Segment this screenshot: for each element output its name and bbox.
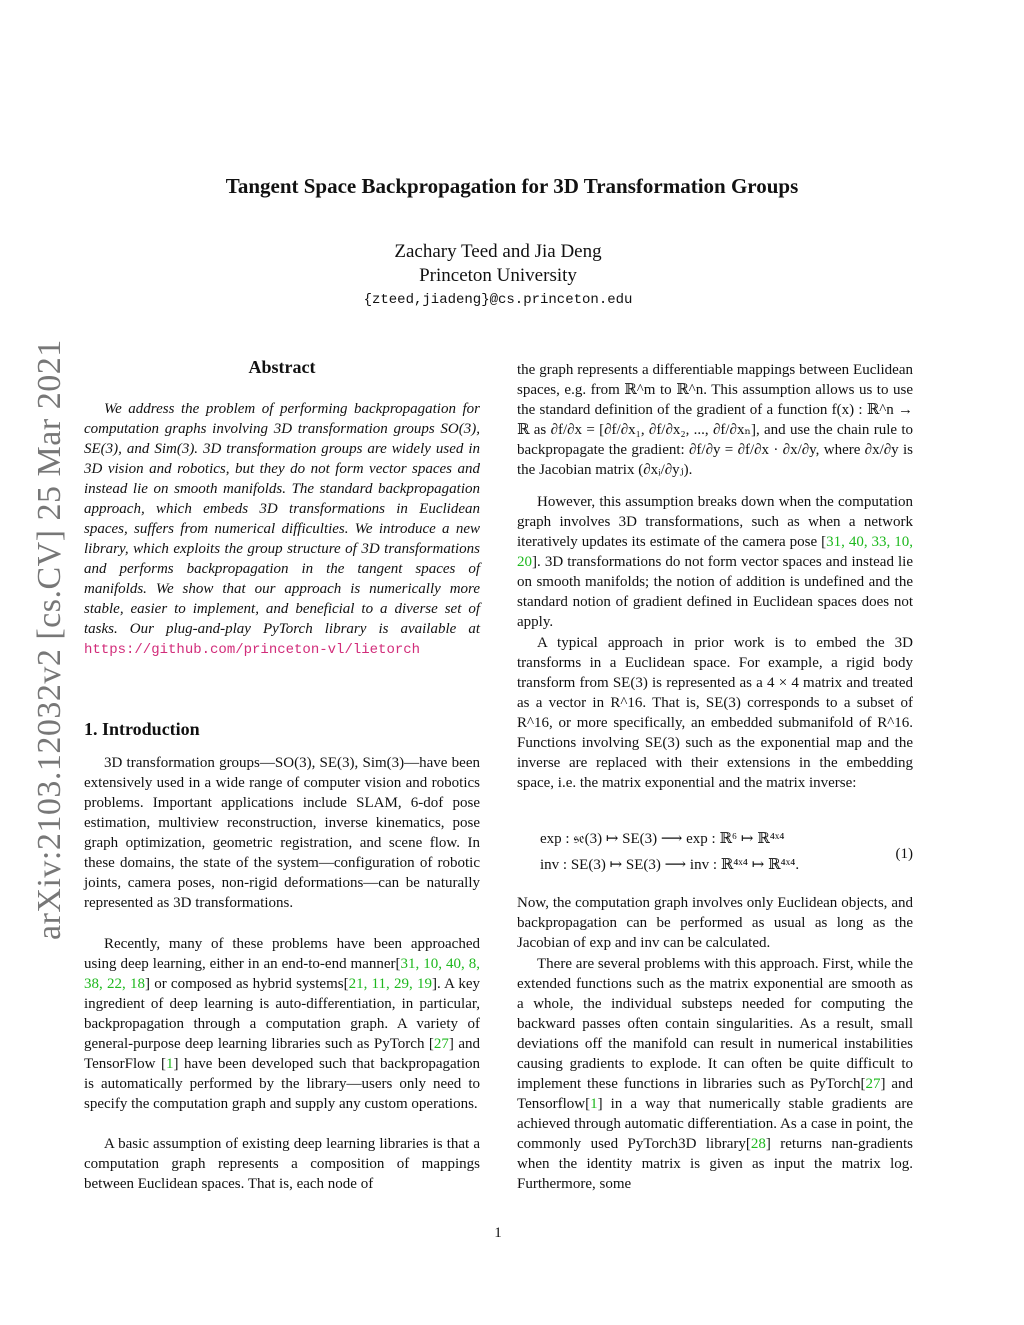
citation[interactable]: 27	[865, 1076, 881, 1092]
abstract-text: We address the problem of performing backpropagation for computation graphs involving 3D transformation groups SO(3), SE(3), and Sim(3). 3D transformation groups are widely used in 3D vision and robotics, but they do not form vector spaces and instead lie on smooth manifolds. The standard backpropagation approach, which embeds 3D transformations in Euclidean spaces, suffers from numerical difficulties. We introduce a new library, which exploits the group structure of 3D transformations and performs backpropagation in the tangent spaces of manifolds. We show that our approach is numerically more stable, easier to implement, and beneficial to a diverse set of tasks. Our plug-and-play PyTorch library is available at https://github.com/princeton-vl/lietorch	[84, 401, 480, 658]
equation-1	[540, 826, 913, 878]
citation[interactable]: 1	[166, 1056, 174, 1072]
intro-paragraph-2: Recently, many of these problems have been approached using deep learning, either in an end-to-end manner[31, 10, 40, 8, 38, 22, 18] or composed as hybrid systems[21, 11, 29, 19]. A key ingredient of deep learning is auto-differentiation, in particular, backpropagation through a computation graph. A variety of general-purpose deep learning libraries such as PyTorch [27] and TensorFlow [1] have been developed such that backpropagation is automatically performed by the library—users only need to specify the computation graph and supply any custom operations.	[84, 936, 481, 1112]
author-email[interactable]: {zteed,jiadeng}@cs.princeton.edu	[363, 292, 633, 308]
equation-line-1: exp : 𝔰𝔢(3) ↦ SE(3) ⟶ exp : ℝ⁶ ↦ ℝ⁴ˣ⁴	[540, 831, 785, 847]
paper-title: Tangent Space Backpropagation for 3D Transformation Groups	[225, 174, 799, 198]
github-link[interactable]: https://github.com/princeton-vl/lietorch	[84, 642, 421, 658]
intro-paragraph-3: A basic assumption of existing deep learning libraries is that a computation graph represents a composition of mappings between Euclidean spaces. That is, each node of	[84, 1136, 480, 1192]
arxiv-identifier: arXiv:2103.12032v2 [cs.CV] 25 Mar 2021	[31, 339, 68, 940]
right-paragraph-5: There are several problems with this approach. First, while the extended functions such as the matrix exponential are smooth as a whole, the individual substeps needed for computing the backward passes often contain singularities. As a result, small deviations off the manifold can result in numerical instabilities causing gradients to explode. It can often be quite difficult to implement these functions in libraries such as PyTorch[27] and Tensorflow[1] in a way that numerically stable gradients are achieved through automatic differentiation. As a case in point, the commonly used PyTorch3D library[28] returns nan-gradients when the identity matrix is given as input the matrix log. Furthermore, some	[517, 956, 913, 1192]
intro-paragraph-1: 3D transformation groups—SO(3), SE(3), Sim(3)—have been extensively used in a wide range of computer vision and robotics problems. Important applications include SLAM, 6-dof pose estimation, multiview reconstruction, inverse kinematics, pose graph optimization, geometric registration, and scene flow. In these domains, the state of the system—configuration of robotic joints, camera poses, non-rigid deformations—can be naturally represented as 3D transformations.	[84, 755, 480, 911]
citation-group[interactable]: 21, 11, 29, 19	[348, 976, 432, 992]
affiliation: Princeton University	[419, 265, 577, 286]
abstract-heading: Abstract	[248, 357, 316, 377]
right-paragraph-1: the graph represents a differentiable mappings between Euclidean spaces, e.g. from ℝ^m to ℝ^n. This assumption allows us to use the standard definition of the gradient of a function f(x) : ℝ^n → ℝ as ∂f/∂x = [∂f/∂x₁, ∂f/∂x₂, ..., ∂f/∂xₙ], and use the chain rule to backpropagate the gradient: ∂f/∂y = ∂f/∂x · ∂x/∂y, where ∂x/∂y is the Jacobian matrix (∂xᵢ/∂yⱼ).	[517, 362, 913, 478]
right-paragraph-4: Now, the computation graph involves only Euclidean objects, and backpropagation can be performed as usual as long as the Jacobian of exp and inv can be calculated.	[517, 895, 913, 951]
citation-group[interactable]: 31, 10, 40, 8, 38, 22, 18	[84, 956, 481, 992]
equation-number: (1)	[895, 846, 913, 862]
equation-line-2: inv : SE(3) ↦ SE(3) ⟶ inv : ℝ⁴ˣ⁴ ↦ ℝ⁴ˣ⁴.	[540, 857, 800, 873]
citation[interactable]: 28	[750, 1136, 766, 1152]
citation-group[interactable]: 31, 40, 33, 10, 20	[517, 534, 914, 570]
citation[interactable]: 1	[590, 1096, 598, 1112]
right-paragraph-2: However, this assumption breaks down when the computation graph involves 3D transformations, such as when a network iteratively updates its estimate of the camera pose [31, 40, 33, 10, 20]. 3D transformations do not form vector spaces and instead lie on smooth manifolds; the notion of addition is undefined and the standard notion of gradient defined in Euclidean spaces does not apply.	[517, 494, 914, 630]
right-paragraph-3: A typical approach in prior work is to embed the 3D transforms in a Euclidean space. For example, a rigid body transform from SE(3) is represented as a 4 × 4 matrix and treated as a vector in R^16. That is, SE(3) corresponds to a subset of R^16, or more specifically, an embedded submanifold of R^16. Functions involving SE(3) such as the exponential map and the inverse are replaced with their extensions in the embedding space, i.e. the matrix exponential and the matrix inverse:	[517, 635, 913, 791]
page-number: 1	[494, 1225, 502, 1241]
section-heading-introduction: 1. Introduction	[84, 719, 200, 739]
citation[interactable]: 27	[433, 1036, 449, 1052]
authors: Zachary Teed and Jia Deng	[394, 241, 602, 262]
